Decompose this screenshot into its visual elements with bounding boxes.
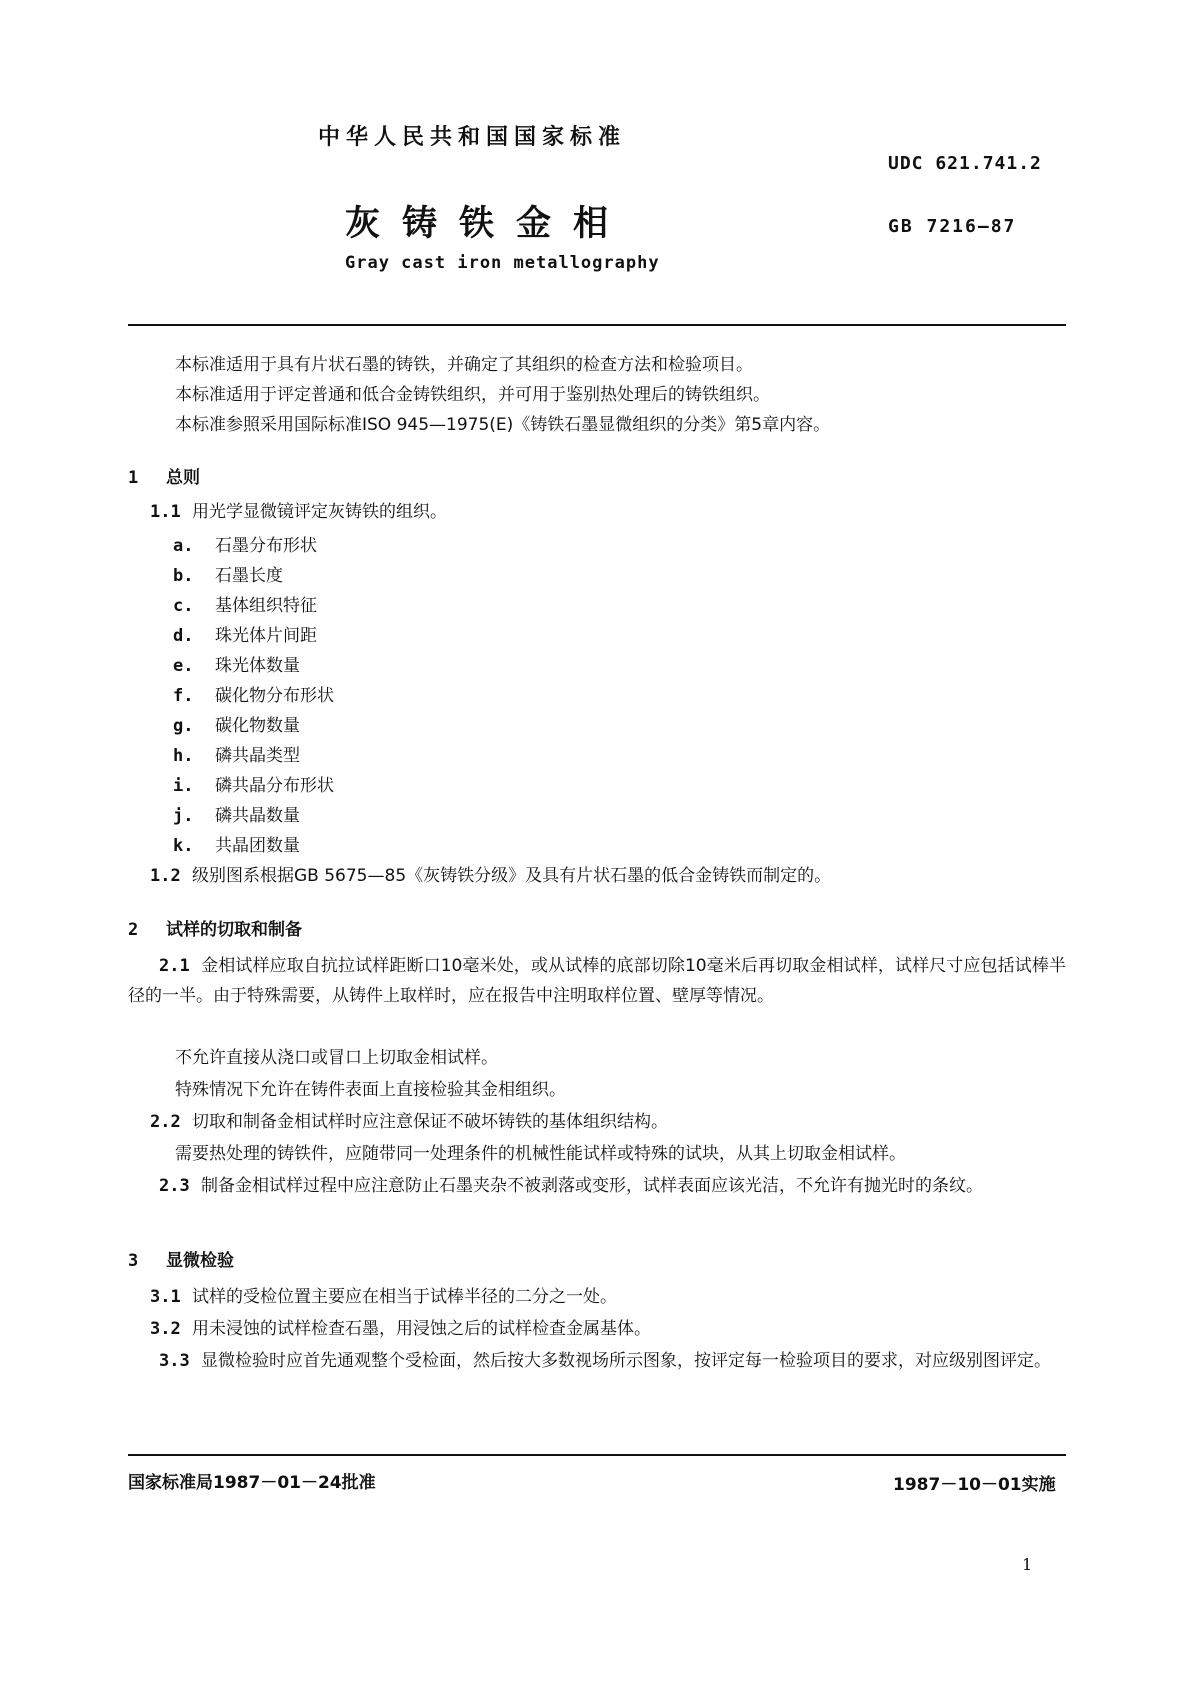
list-letter: g.: [173, 716, 194, 736]
list-text: 共晶团数量: [215, 836, 300, 856]
issuing-organization: 中华人民共和国国家标准: [318, 125, 627, 150]
clause: [128, 1171, 1066, 1201]
section-number: 3: [128, 1251, 139, 1271]
clause-number: 3.2: [150, 1319, 181, 1339]
list-letter: k.: [173, 836, 194, 856]
list-item: [173, 741, 300, 766]
section-title: 总则: [166, 468, 200, 488]
section-title: 显微检验: [166, 1251, 234, 1271]
clause-text: 金相试样应取自抗拉试样距断口10毫米处，或从试棒的底部切除10毫米后再切取金相试样，试样尺寸应包括试棒半径的一半。由于特殊需要，从铸件上取样时，应在报告中注明取样位置、壁厚等情况。: [128, 956, 1066, 1006]
clause-number: 3.1: [150, 1287, 181, 1307]
clause: [150, 861, 831, 891]
standard-number: GB 7216—87: [888, 216, 1017, 237]
udc-code: UDC 621.741.2: [888, 153, 1042, 174]
paragraph: 需要热处理的铸铁件，应随带同一处理条件的机械性能试样或特殊的试块，从其上切取金相试样。: [175, 1144, 906, 1164]
list-item: [173, 831, 300, 856]
clause-text: 试样的受检位置主要应在相当于试棒半径的二分之一处。: [192, 1287, 617, 1307]
clause-text: 显微检验时应首先通观整个受检面，然后按大多数视场所示图象，按评定每一检验项目的要求，对应级别图评定。: [201, 1351, 1051, 1371]
list-item: [173, 651, 300, 676]
clause: [150, 1314, 651, 1344]
section-heading: [128, 1246, 234, 1271]
list-letter: j.: [173, 806, 194, 826]
clause: [150, 1282, 617, 1312]
clause-text: 切取和制备金相试样时应注意保证不破坏铸铁的基体组织结构。: [192, 1112, 668, 1132]
section-title: 试样的切取和制备: [166, 920, 302, 940]
approval-date: 国家标准局1987－01－24批准: [128, 1473, 376, 1493]
list-letter: i.: [173, 776, 194, 796]
intro-paragraph: 本标准参照采用国际标准ISO 945—1975(E)《铸铁石墨显微组织的分类》第5章内容。: [175, 415, 831, 435]
list-item: [173, 621, 317, 646]
clause: [150, 1107, 668, 1137]
list-letter: b.: [173, 566, 194, 586]
effective-date: 1987－10－01实施: [893, 1475, 1056, 1495]
list-item: [173, 711, 300, 736]
clause: [128, 1346, 1066, 1376]
document-subtitle-english: Gray cast iron metallography: [345, 253, 660, 273]
clause-text: 用未浸蚀的试样检查石墨，用浸蚀之后的试样检查金属基体。: [192, 1319, 651, 1339]
list-text: 磷共晶类型: [215, 746, 300, 766]
clause: [128, 951, 1066, 1011]
clause-number: 2.2: [150, 1112, 181, 1132]
intro-paragraph: 本标准适用于具有片状石墨的铸铁，并确定了其组织的检查方法和检验项目。: [175, 355, 753, 375]
page-number: 1: [1022, 1555, 1033, 1574]
clause-number: 2.3: [159, 1176, 190, 1196]
section-number: 1: [128, 468, 139, 488]
list-text: 石墨长度: [215, 566, 283, 586]
list-text: 石墨分布形状: [215, 536, 317, 556]
clause-number: 1.1: [150, 502, 181, 522]
list-letter: h.: [173, 746, 194, 766]
header-divider: [128, 324, 1066, 326]
list-item: [173, 591, 317, 616]
list-text: 磷共晶分布形状: [215, 776, 334, 796]
paragraph: 特殊情况下允许在铸件表面上直接检验其金相组织。: [175, 1080, 566, 1100]
clause-number: 1.2: [150, 866, 181, 886]
paragraph: 不允许直接从浇口或冒口上切取金相试样。: [175, 1048, 498, 1068]
list-letter: e.: [173, 656, 194, 676]
list-item: [173, 531, 317, 556]
list-text: 磷共晶数量: [215, 806, 300, 826]
document-title: 灰铸铁金相: [345, 204, 631, 244]
list-letter: f.: [173, 686, 194, 706]
list-text: 基体组织特征: [215, 596, 317, 616]
list-item: [173, 561, 283, 586]
list-item: [173, 801, 300, 826]
clause-number: 2.1: [159, 956, 190, 976]
list-letter: a.: [173, 536, 194, 556]
clause-text: 制备金相试样过程中应注意防止石墨夹杂不被剥落或变形，试样表面应该光洁，不允许有抛光时的条纹。: [201, 1176, 983, 1196]
list-letter: d.: [173, 626, 194, 646]
list-letter: c.: [173, 596, 194, 616]
list-text: 碳化物数量: [215, 716, 300, 736]
clause-text: 级别图系根据GB 5675—85《灰铸铁分级》及具有片状石墨的低合金铸铁而制定的。: [192, 866, 832, 886]
footer-divider: [128, 1454, 1066, 1456]
section-heading: [128, 915, 302, 940]
list-text: 碳化物分布形状: [215, 686, 334, 706]
list-item: [173, 771, 334, 796]
clause: [150, 497, 447, 527]
list-text: 珠光体片间距: [215, 626, 317, 646]
list-text: 珠光体数量: [215, 656, 300, 676]
clause-text: 用光学显微镜评定灰铸铁的组织。: [192, 502, 447, 522]
intro-paragraph: 本标准适用于评定普通和低合金铸铁组织，并可用于鉴别热处理后的铸铁组织。: [175, 385, 770, 405]
list-item: [173, 681, 334, 706]
section-heading: [128, 463, 200, 488]
clause-number: 3.3: [159, 1351, 190, 1371]
section-number: 2: [128, 920, 139, 940]
